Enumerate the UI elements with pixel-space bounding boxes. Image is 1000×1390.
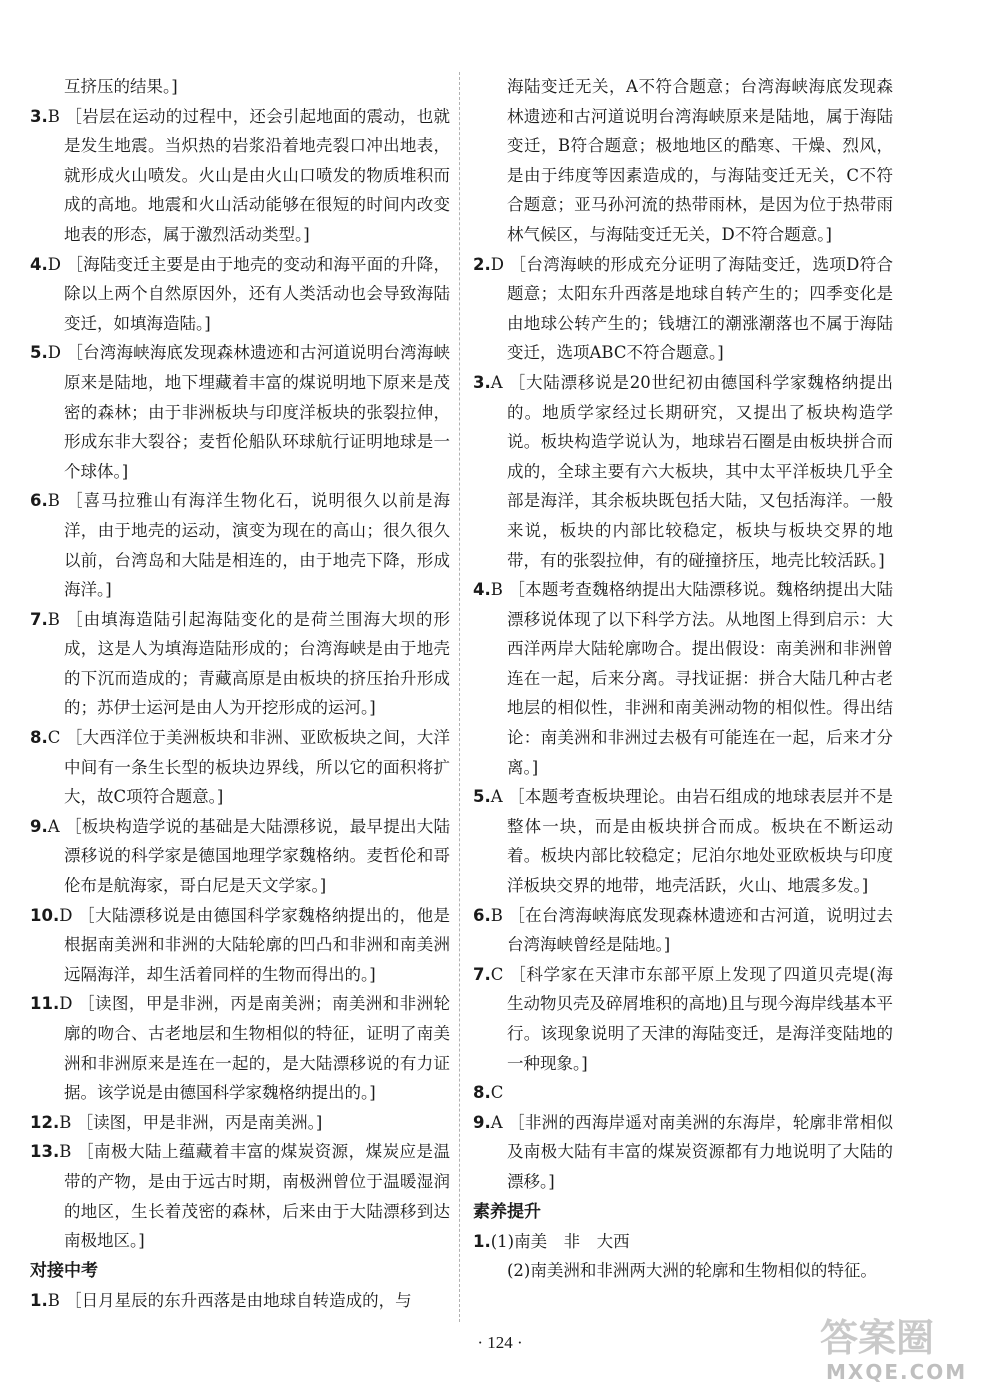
item-text: B ［喜马拉雅山有海洋生物化石，说明很久以前是海洋，由于地壳的运动，演变为现在的高山；很久很久以前，台湾岛和大陆是相连的，由于地壳下降，形成海洋。] xyxy=(47,491,450,600)
item-text: D ［台湾海峡的形成充分证明了海陆变迁，选项D符合题意；太阳东升西落是地球自转产生的；四季变化是由地球公转产生的；钱塘江的潮涨潮落也不属于海陆变迁，选项ABC不符合题意。] xyxy=(490,254,893,363)
item-text: D ［海陆变迁主要是由于地壳的变动和海平面的升降，除以上两个自然原因外，还有人类活动也会导致海陆变迁，如填海造陆。] xyxy=(47,254,450,333)
answer-item-13 xyxy=(30,1137,450,1255)
answer-continuation: 互挤压的结果。] xyxy=(64,77,178,96)
page-number: · 124 · xyxy=(477,1333,523,1352)
item-number: 4. xyxy=(30,254,48,274)
answer-item-3 xyxy=(30,102,450,250)
item-number: 8. xyxy=(473,1083,491,1103)
answer-item-6 xyxy=(30,486,450,604)
answer-item-11 xyxy=(30,989,450,1107)
exam-item-1 xyxy=(30,1286,450,1316)
item-text: B ［日月星辰的东升西落是由地球自转造成的，与 xyxy=(47,1290,412,1310)
item-text: C xyxy=(490,1083,504,1103)
item-text: D ［台湾海峡海底发现森林遗迹和古河道说明台湾海峡原来是陆地，地下埋藏着丰富的煤说明地下原来是茂密的森林；由于非洲板块与印度洋板块的张裂拉伸，形成东非大裂谷；麦哲伦船队环球航行证明地球是一个球体。] xyxy=(47,343,450,481)
exam-item-5 xyxy=(473,782,893,900)
item-number: 1. xyxy=(473,1231,491,1251)
item-number: 9. xyxy=(30,816,48,836)
exam-item-4 xyxy=(473,575,893,782)
exam-item-7 xyxy=(473,960,893,1078)
item-number: 8. xyxy=(30,728,48,748)
exam-item-8 xyxy=(473,1078,893,1108)
section-heading-literacy: 素养提升 xyxy=(473,1201,541,1222)
answer-item-7 xyxy=(30,605,450,723)
section-heading-exam: 对接中考 xyxy=(30,1260,98,1281)
item-text: B ［由填海造陆引起海陆变化的是荷兰围海大坝的形成，这是人为填海造陆形成的；台湾海峡是由于地壳的下沉而造成的；青藏高原是由板块的挤压抬升形成的；苏伊士运河是由人为开挖形成的运河。] xyxy=(47,609,450,718)
item-number: 1. xyxy=(30,1290,48,1310)
item-number: 6. xyxy=(30,491,48,511)
literacy-item-1-part-2: (2)南美洲和非洲两大洲的轮廓和生物相似的特征。 xyxy=(507,1261,877,1281)
item-number: 4. xyxy=(473,580,491,600)
item-number: 12. xyxy=(30,1112,60,1132)
item-number: 3. xyxy=(473,372,491,392)
item-number: 5. xyxy=(473,787,491,807)
left-column xyxy=(30,72,450,1315)
watermark-logo xyxy=(812,1318,988,1384)
item-text: B ［南极大陆上蕴藏着丰富的煤炭资源，煤炭应是温带的产物，是由于远古时期，南极洲曾位于温暖湿润的地区，生长着茂密的森林，后来由于大陆漂移到达南极地区。] xyxy=(59,1142,450,1251)
item-text: A ［板块构造学说的基础是大陆漂移说，最早提出大陆漂移说的科学家是德国地理学家魏格纳。麦哲伦和哥伦布是航海家，哥白尼是天文学家。] xyxy=(47,816,450,896)
answer-item-8 xyxy=(30,723,450,812)
item-text: A ［大陆漂移说是20世纪初由德国科学家魏格纳提出的。地质学家经过长期研究，又提出了板块构造学说。板块构造学说认为，地球岩石圈是由板块拼合而成的，全球主要有六大板块，其中太平洋板块几乎全部是海洋，其余板块既包括大陆，又包括海洋。一般来说，板块的内部比较稳定，板块与板块交界的地带，有的张裂拉伸，有的碰撞挤压，地壳比较活跃。] xyxy=(490,372,893,570)
item-number: 2. xyxy=(473,254,491,274)
item-text: C ［科学家在天津市东部平原上发现了四道贝壳堤(海生动物贝壳及碎屑堆积的高地)且与现今海岸线基本平行。该现象说明了天津的海陆变迁，是海洋变陆地的一种现象。] xyxy=(490,964,893,1073)
item-text: C ［大西洋位于美洲板块和非洲、亚欧板块之间，大洋中间有一条生长型的板块边界线，所以它的面积将扩大，故C项符合题意。] xyxy=(47,728,450,807)
answer-item-9 xyxy=(30,812,450,901)
item-text: B ［读图，甲是非洲，丙是南美洲。] xyxy=(59,1112,323,1132)
item-number: 7. xyxy=(473,964,491,984)
item-number: 7. xyxy=(30,609,48,629)
item-text: A ［本题考查板块理论。由岩石组成的地球表层并不是整体一块，而是由板块拼合而成。板块在不断运动着。板块内部比较稳定；尼泊尔地处亚欧板块与印度洋板块交界的地带，地壳活跃，火山、地震多发。] xyxy=(490,787,893,896)
item-number: 13. xyxy=(30,1142,60,1162)
literacy-item-1 xyxy=(473,1227,893,1257)
item-text: B ［岩层在运动的过程中，还会引起地面的震动，也就是发生地震。当炽热的岩浆沿着地壳裂口冲出地表，就形成火山喷发。火山是由火山口喷发的物质堆积而成的高地。地震和火山活动能够在很短的时间内改变地表的形态，属于激烈活动类型。] xyxy=(47,106,450,244)
exam-item-9 xyxy=(473,1108,893,1197)
right-column xyxy=(473,72,893,1286)
answer-item-10 xyxy=(30,901,450,990)
item-number: 5. xyxy=(30,343,48,363)
item-number: 3. xyxy=(30,106,48,126)
answer-item-5 xyxy=(30,338,450,486)
answer-item-12 xyxy=(30,1108,450,1138)
answer-item-4 xyxy=(30,250,450,339)
item-text: D ［大陆漂移说是由德国科学家魏格纳提出的，他是根据南美洲和非洲的大陆轮廓的凹凸和非洲和南美洲远隔海洋，却生活着同样的生物而得出的。] xyxy=(59,905,450,984)
item-number: 6. xyxy=(473,905,491,925)
watermark-url: MXQE.COM xyxy=(826,1360,968,1384)
answer-continuation: 海陆变迁无关，A不符合题意；台湾海峡海底发现森林遗迹和古河道说明台湾海峡原来是陆地，属于海陆变迁，B符合题意；极地地区的酷寒、干燥、烈风，是由于纬度等因素造成的，与海陆变迁无关，C不符合题意；亚马孙河流的热带雨林，是因为位于热带雨林气候区，与海陆变迁无关，D不符合题意。] xyxy=(507,77,893,244)
item-text: (1)南美 非 大西 xyxy=(490,1231,630,1251)
item-text: B ［在台湾海峡海底发现森林遗迹和古河道，说明过去台湾海峡曾经是陆地。] xyxy=(490,905,893,955)
exam-item-2 xyxy=(473,250,893,368)
watermark-glyphs: 答案圈 xyxy=(820,1316,935,1360)
exam-item-3 xyxy=(473,368,893,575)
item-text: A ［非洲的西海岸遥对南美洲的东海岸，轮廓非常相似及南极大陆有丰富的煤炭资源都有力地说明了大陆的漂移。] xyxy=(490,1112,893,1191)
item-number: 9. xyxy=(473,1112,491,1132)
column-divider xyxy=(459,72,460,1322)
exam-item-6 xyxy=(473,901,893,960)
item-number: 10. xyxy=(30,905,60,925)
item-number: 11. xyxy=(30,994,60,1014)
item-text: D ［读图，甲是非洲，丙是南美洲；南美洲和非洲轮廓的吻合、古老地层和生物相似的特征，证明了南美洲和非洲原来是连在一起的，是大陆漂移说的有力证据。该学说是由德国科学家魏格纳提出的。] xyxy=(59,994,450,1103)
item-text: B ［本题考查魏格纳提出大陆漂移说。魏格纳提出大陆漂移说体现了以下科学方法。从地图上得到启示：大西洋两岸大陆轮廓吻合。提出假设：南美洲和非洲曾连在一起，后来分离。寻找证据：拼合大陆几种古老地层的相似性，非洲和南美洲动物的相似性。得出结论：南美洲和非洲过去极有可能连在一起，后来才分离。] xyxy=(490,580,893,777)
